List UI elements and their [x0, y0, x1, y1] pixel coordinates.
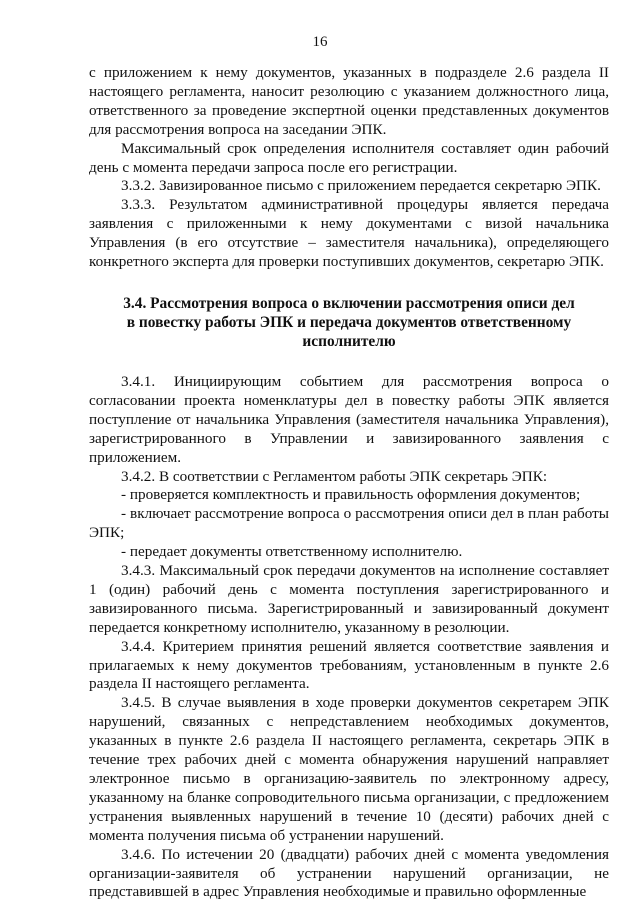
document-body [89, 64, 609, 902]
paragraph: 3.3.3. Результатом административной процедуры является передача заявления с приложенными к нему документами с визой начальника Управления (в его отсутствие – заместителя начальника), определяющего конкретного эксперта для проверки поступивших документов, секретарю ЭПК. [89, 196, 609, 271]
paragraph: Максимальный срок определения исполнителя составляет один рабочий день с момента передачи запроса после его регистрации. [89, 139, 609, 176]
paragraph: 3.4.2. В соответствии с Регламентом работы ЭПК секретарь ЭПК: [121, 467, 548, 485]
paragraph: 3.4.4. Критерием принятия решений является соответствие заявления и прилагаемых к нему документов требованиям, установленным в пункте 2.6 раздела II настоящего регламента. [89, 637, 609, 693]
paragraph: с приложением к нему документов, указанных в подразделе 2.6 раздела II настоящего регламента, наносит резолюцию с указанием должностного лица, ответственного за проведение экспертной оценки представленных документов для рассмотрения вопроса на заседании ЭПК. [89, 64, 609, 138]
paragraph: 3.4.6. По истечении 20 (двадцати) рабочих дней с момента уведомления организации-заявителя об устранении нарушений организации, не представившей в адрес Управления необходимые и правильно оформленные [89, 845, 609, 901]
section-heading: 3.4. Рассмотрения вопроса о включении рассмотрения описи дел в повестку работы ЭПК и передача документов ответственному исполнителю [123, 294, 575, 350]
paragraph: 3.4.3. Максимальный срок передачи документов на исполнение составляет 1 (один) рабочий день с момента поступления зарегистрированного и завизированного письма. Зарегистрированный и завизированный документ передается конкретному исполнителю, указанному в резолюции. [89, 562, 609, 636]
list-item: - включает рассмотрение вопроса о рассмотрения описи дел в план работы ЭПК; [89, 505, 609, 542]
paragraph: 3.3.2. Завизированное письмо с приложением передается секретарю ЭПК. [121, 177, 601, 195]
paragraph: 3.4.1. Инициирующим событием для рассмотрения вопроса о согласовании проекта номенклатуры дел в повестку работы ЭПК является поступление от начальника Управления (заместителя начальника Управления), зарегистрированного в Управлении и завизированного заявления с приложением. [89, 372, 609, 466]
page-number: 16 [312, 34, 328, 50]
list-item: - передает документы ответственному исполнителю. [121, 543, 463, 561]
list-item: - проверяется комплектность и правильность оформления документов; [121, 486, 581, 504]
paragraph: 3.4.5. В случае выявления в ходе проверки документов секретарем ЭПК нарушений, связанных с непредставлением необходимых документов, указанных в пункте 2.6 раздела II настоящего регламента, секретарь ЭПК в течение трех рабочих дней с момента обнаружения нарушений направляет электронное письмо в организацию-заявитель по электронному адресу, указанному на бланке сопроводительного письма организации, с предложением устранения выявленных нарушений в течение 10 (десяти) рабочих дней с момента получения письма об устранении нарушений. [89, 694, 609, 844]
